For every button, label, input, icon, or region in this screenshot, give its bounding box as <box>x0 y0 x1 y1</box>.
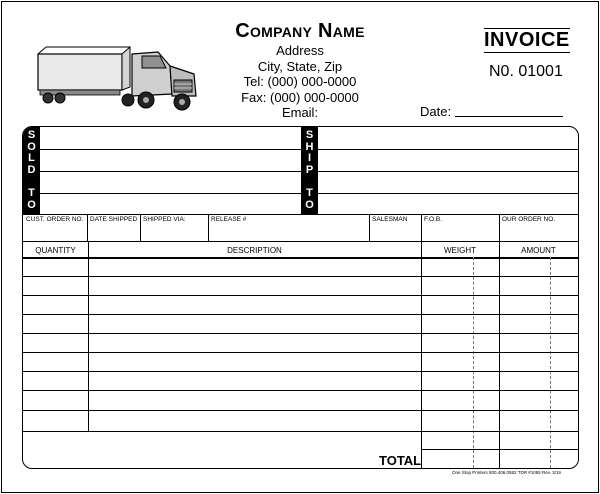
item-row[interactable] <box>23 371 578 372</box>
sold-to-line[interactable] <box>40 171 301 172</box>
sold-to-letter <box>23 177 40 188</box>
sold-to-line[interactable] <box>40 149 301 150</box>
weight-header: WEIGHT <box>444 246 476 255</box>
sold-to-letter: O <box>27 140 36 153</box>
order-row-top <box>23 214 578 215</box>
ship-to-letter: S <box>305 129 314 141</box>
ship-to-letter: I <box>307 152 312 165</box>
item-row[interactable] <box>23 431 578 432</box>
order-divider <box>421 214 422 241</box>
sold-to-letter: L <box>28 152 35 165</box>
invoice-title: INVOICE <box>484 29 570 51</box>
date-shipped-label: DATE SHIPPED <box>90 216 138 223</box>
item-row[interactable] <box>23 333 578 334</box>
our-order-label: OUR ORDER NO. <box>502 216 556 223</box>
description-header: DESCRIPTION <box>227 246 282 255</box>
sold-to-line[interactable] <box>40 193 301 194</box>
company-city: City, State, Zip <box>257 58 343 74</box>
fob-label: F.O.B. <box>424 216 443 223</box>
ship-to-line[interactable] <box>318 149 578 150</box>
order-divider <box>369 214 370 241</box>
company-tel: Tel: (000) 000-0000 <box>243 74 357 89</box>
invoice-form <box>22 126 579 469</box>
sold-to-letter: T <box>28 187 35 200</box>
company-fax: Fax: (000) 000-0000 <box>241 89 359 105</box>
printer-footer: One Stop Printers 800.406.0582 TDR #1055 Rev. 3/19 <box>452 470 561 475</box>
quantity-column-line <box>88 241 89 431</box>
item-row[interactable] <box>23 410 578 411</box>
salesman-label: SALESMAN <box>372 216 408 223</box>
ship-to-letter: P <box>305 163 314 176</box>
total-row[interactable] <box>421 449 578 450</box>
ship-to-line[interactable] <box>318 193 578 194</box>
item-row[interactable] <box>23 295 578 296</box>
total-label: TOTAL <box>379 453 422 468</box>
shipped-via-label: SHIPPED VIA: <box>143 216 186 223</box>
ship-to-letter <box>301 177 318 188</box>
ship-to-letter: O <box>305 198 314 211</box>
date-field[interactable] <box>455 116 563 117</box>
company-address: Address <box>276 43 324 58</box>
release-label: RELEASE # <box>211 216 247 223</box>
cust-order-label: CUST. ORDER NO. <box>26 216 84 223</box>
order-row-bottom <box>23 241 578 242</box>
date-label: Date: <box>420 104 452 119</box>
company-name: Company Name <box>235 20 365 42</box>
amount-decimal-line <box>550 257 551 468</box>
item-row[interactable] <box>23 276 578 277</box>
invoice-number: N0. 01001 <box>489 63 563 80</box>
sold-to-letter: D <box>27 163 36 176</box>
sold-to-letter: S <box>27 129 36 141</box>
order-divider <box>208 214 209 241</box>
item-row[interactable] <box>23 352 578 353</box>
header-rule <box>23 257 578 259</box>
weight-decimal-line <box>473 257 474 468</box>
ship-to-letter: T <box>306 187 313 200</box>
order-divider <box>87 214 88 241</box>
order-divider <box>499 214 500 241</box>
truck-illustration <box>36 44 198 114</box>
item-row[interactable] <box>23 314 578 315</box>
ship-to-letter: H <box>305 140 314 153</box>
ship-to-line[interactable] <box>318 171 578 172</box>
ship-to-label <box>301 127 318 214</box>
sold-to-label <box>23 127 40 214</box>
company-email: Email: <box>281 105 319 120</box>
company-block <box>200 20 400 121</box>
item-row[interactable] <box>23 390 578 391</box>
sold-to-letter: O <box>27 198 36 211</box>
quantity-header: QUANTITY <box>35 246 76 255</box>
amount-header: AMOUNT <box>521 246 556 255</box>
order-divider <box>140 214 141 241</box>
